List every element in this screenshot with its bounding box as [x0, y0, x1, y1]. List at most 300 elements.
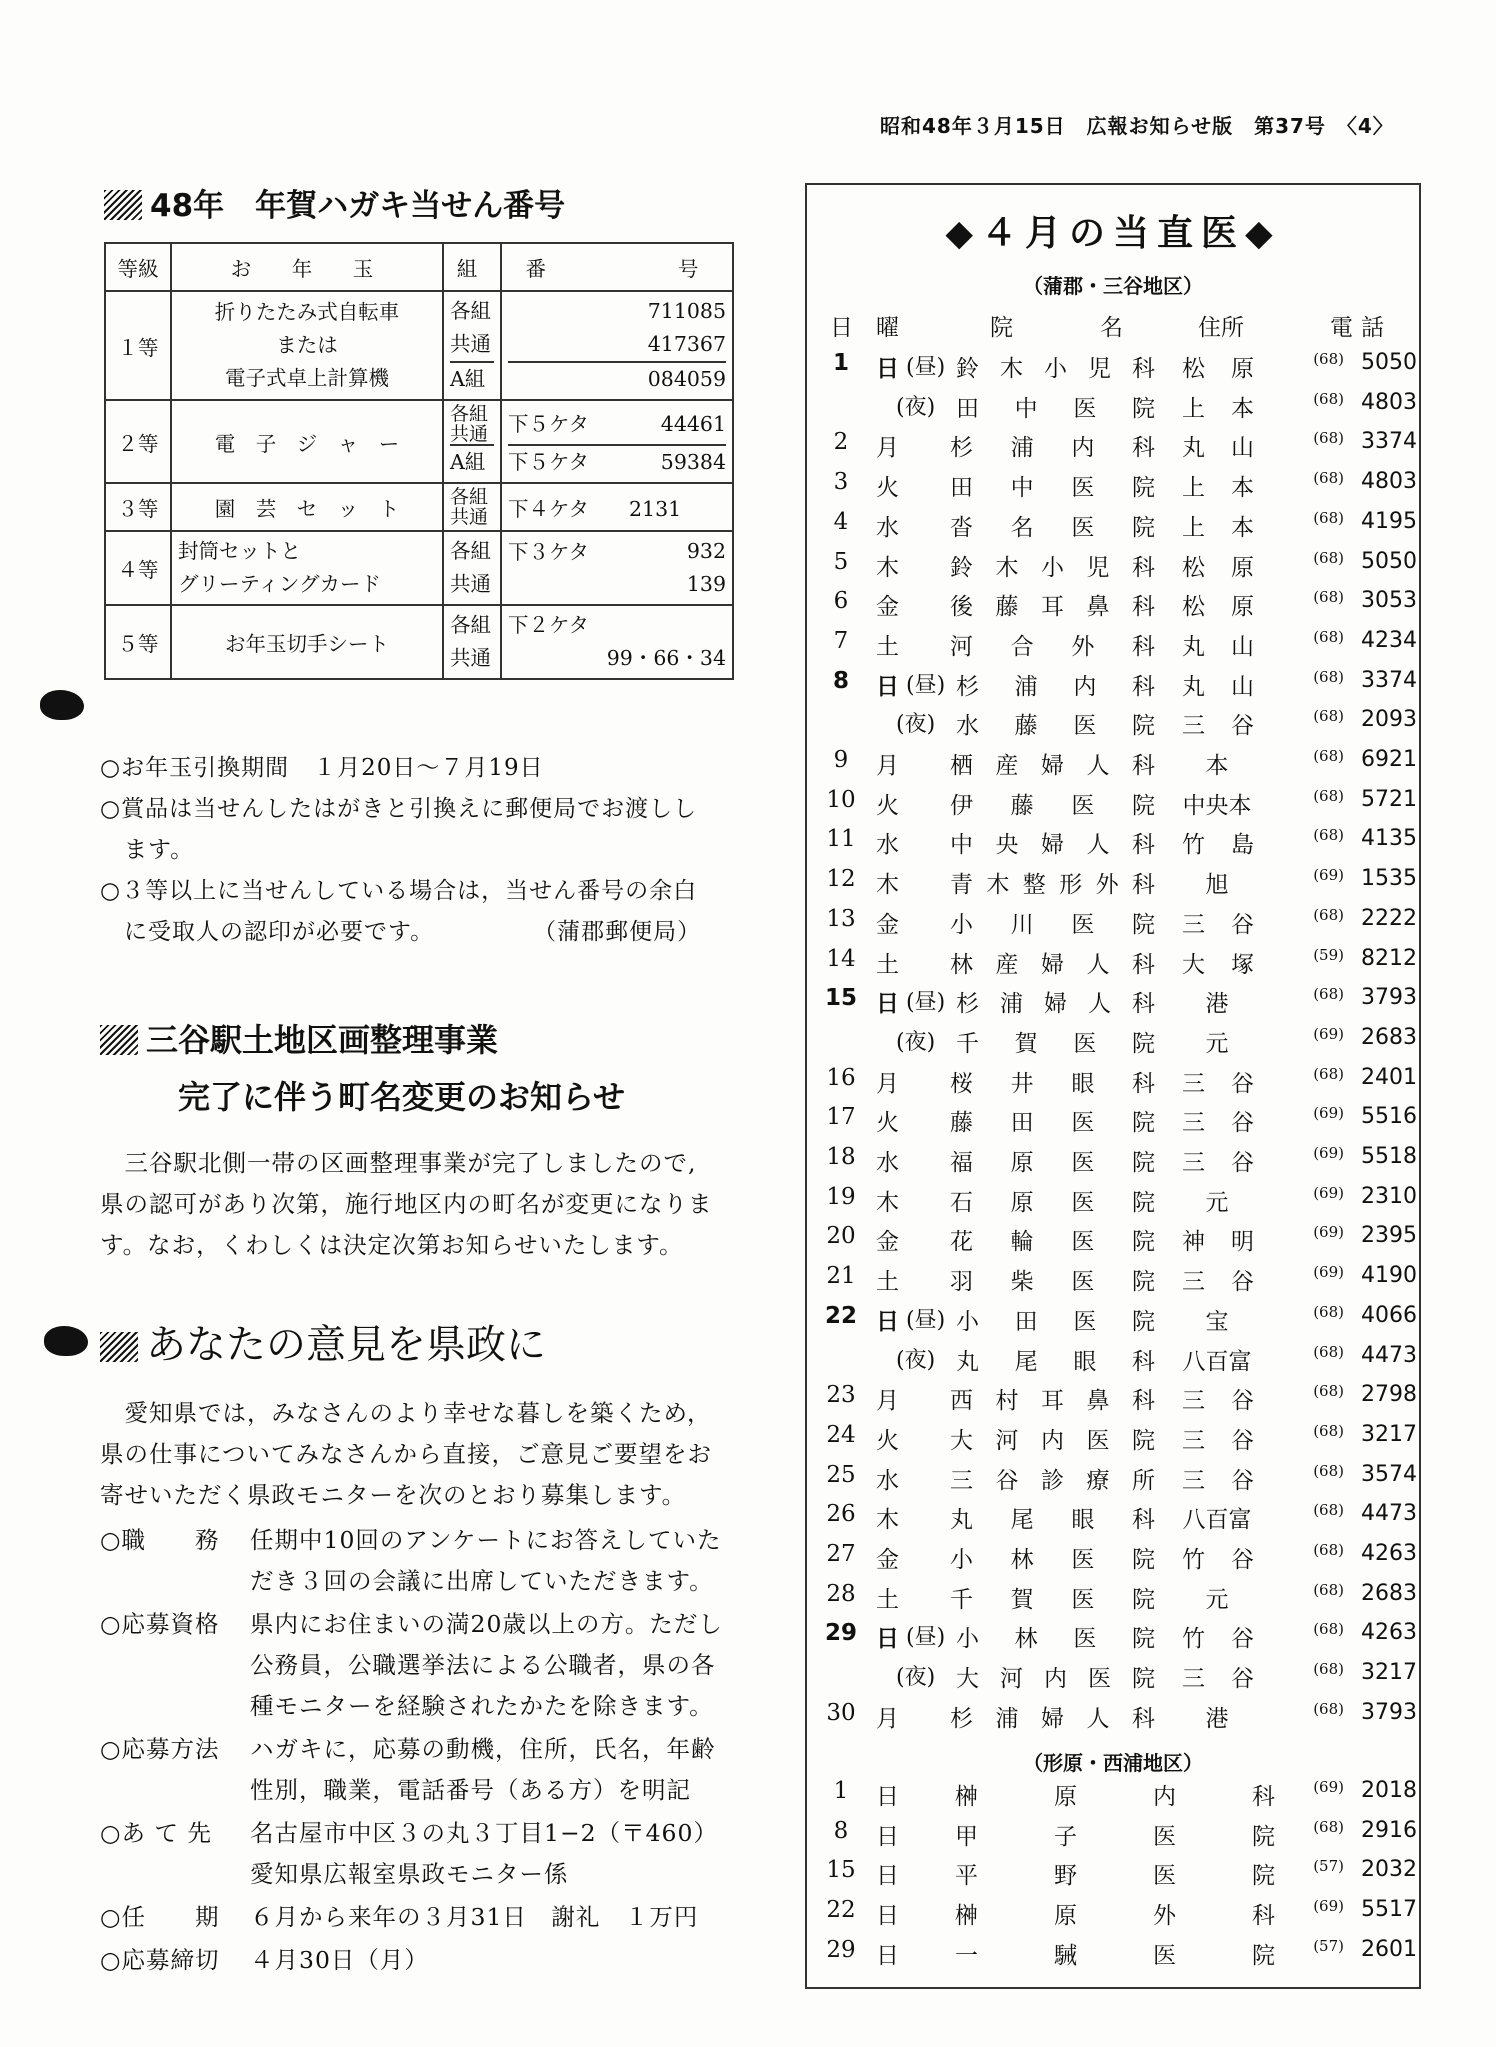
weekday-cell: 月: [876, 435, 899, 462]
table-row: [820, 549, 1416, 587]
lottery-title: [104, 180, 565, 225]
phone-cell: 3053: [1361, 588, 1417, 614]
hatch-icon: [100, 1332, 138, 1362]
clinic-cell: 平野医院: [955, 1863, 1275, 1890]
area-code-cell: (68): [1313, 1620, 1344, 1639]
area-code-cell: (69): [1313, 866, 1344, 885]
shift-cell: (夜): [896, 1347, 936, 1373]
digit-count: 下３ケタ: [508, 540, 589, 564]
column-header: 名: [1100, 315, 1123, 341]
opinion-title: [100, 1313, 546, 1370]
clinic-cell: 大河内医院: [950, 1427, 1155, 1454]
body-line: 県の認可があり次第，施行地区内の町名が変更になりま: [100, 1190, 713, 1218]
area-code-cell: (69): [1313, 1104, 1344, 1123]
body-line: 寄せいただく県政モニターを次のとおり募集します。: [100, 1481, 687, 1509]
item-line: ６月から来年の３月31日 謝礼 １万円: [250, 1903, 699, 1931]
grade-cell: ３等: [105, 483, 171, 531]
digit-count: 下２ケタ: [508, 613, 589, 637]
area-code-cell: (68): [1313, 1699, 1344, 1718]
body-line: 三谷駅北側一帯の区画整理事業が完了しましたので,: [100, 1149, 697, 1177]
digit-count: 下４ケタ: [508, 497, 589, 521]
prize-line: グリーティングカード: [178, 572, 381, 596]
group-line: 各組共通: [450, 403, 489, 445]
address-cell: 三谷: [1182, 911, 1254, 938]
item-line: 公務員，公職選挙法による公職者，県の各: [250, 1651, 716, 1679]
weekday-cell: 金: [876, 1547, 899, 1573]
weekday-cell: 土: [876, 1269, 899, 1296]
note-source: （蒲郡郵便局）: [533, 919, 702, 945]
address-cell: 松原: [1182, 554, 1254, 581]
phone-cell: 4135: [1361, 826, 1417, 852]
item-line: だき３回の会議に出席していただきます。: [250, 1567, 714, 1595]
address-cell: 宝: [1205, 1308, 1229, 1335]
address-cell: 上本: [1182, 395, 1254, 422]
note-text: に受取人の認印が必要です。: [100, 919, 435, 945]
shift-cell: (昼): [906, 1625, 946, 1651]
weekday-cell: 日: [876, 1626, 899, 1653]
table-row: [105, 400, 733, 483]
clinic-cell: 杉浦婦人科: [956, 991, 1155, 1018]
weekday-cell: 日: [876, 1863, 899, 1890]
group-cell: [443, 291, 501, 400]
region-label: （蒲郡・三谷地区）: [1023, 274, 1203, 298]
clinic-cell: 藤田医院: [950, 1110, 1155, 1137]
day-cell: 19: [826, 1183, 856, 1210]
table-header: 組: [443, 243, 501, 291]
clinic-cell: 羽柴医院: [950, 1269, 1155, 1296]
table-row: [820, 1184, 1416, 1222]
digit-count: 下５ケタ: [508, 412, 589, 436]
phone-cell: 3217: [1361, 1660, 1417, 1686]
group-cell: [443, 531, 501, 605]
weekday-cell: 日: [876, 1942, 899, 1969]
number-cell: [501, 483, 733, 531]
weekday-cell: 金: [876, 1229, 899, 1256]
table-row: [820, 1501, 1416, 1539]
weekday-cell: 火: [876, 475, 899, 502]
address-cell: 竹島: [1182, 832, 1254, 859]
address-cell: 三谷: [1182, 1666, 1254, 1693]
number-line: 711085: [647, 299, 726, 323]
group-line: 各組: [450, 299, 491, 323]
area-code-cell: (68): [1313, 786, 1344, 805]
address-cell: 八百富: [1182, 1348, 1252, 1375]
table-row: [105, 483, 733, 531]
item-body: [250, 1813, 718, 1895]
area-code-cell: (68): [1313, 588, 1344, 607]
clinic-cell: 小林医院: [956, 1626, 1155, 1653]
weekday-cell: 月: [876, 1070, 899, 1097]
weekday-cell: 水: [876, 832, 899, 859]
area-code-cell: (68): [1313, 747, 1344, 765]
address-cell: 港: [1205, 1705, 1229, 1732]
digit-count: 下５ケタ: [508, 450, 589, 474]
area-code-cell: (57): [1313, 1857, 1344, 1876]
table-header: 番 号: [501, 243, 733, 291]
column-header: 住所: [1198, 315, 1244, 341]
grade-cell: ５等: [105, 605, 171, 679]
table-row: [820, 1620, 1416, 1658]
address-cell: 旭: [1205, 872, 1229, 899]
number-value: 59384: [660, 450, 726, 474]
clinic-cell: 林産婦人科: [950, 951, 1155, 978]
item-label: ○応募資格: [100, 1610, 220, 1638]
clinic-cell: 後藤耳鼻科: [950, 594, 1155, 621]
area-code-cell: (68): [1313, 429, 1344, 448]
address-cell: 三谷: [1182, 1427, 1254, 1454]
weekday-cell: 日: [876, 1903, 899, 1930]
day-cell: 22: [824, 1302, 857, 1329]
table-row: [820, 1025, 1416, 1063]
item-label: ○応募方法: [100, 1735, 220, 1763]
address-cell: 三谷: [1182, 1467, 1254, 1494]
address-cell: 丸山: [1182, 673, 1254, 700]
weekday-cell: 木: [876, 554, 899, 581]
area-code-cell: (68): [1313, 1064, 1344, 1083]
clinic-cell: 桜井眼科: [950, 1070, 1155, 1097]
weekday-cell: 土: [876, 1586, 899, 1613]
phone-cell: 2401: [1361, 1064, 1417, 1090]
phone-cell: 5050: [1361, 350, 1417, 375]
number-cell: [501, 531, 733, 605]
address-cell: 八百富: [1182, 1507, 1252, 1534]
day-cell: 1: [833, 1778, 849, 1804]
number-cell: [501, 400, 733, 483]
day-cell: 21: [826, 1263, 856, 1290]
item-body: [250, 1940, 429, 1981]
shift-cell: (昼): [906, 990, 946, 1016]
area-code-cell: (68): [1313, 1541, 1344, 1559]
clinic-cell: 花輪医院: [950, 1229, 1155, 1256]
address-cell: 丸山: [1182, 633, 1254, 660]
number-line: [508, 444, 726, 479]
day-cell: 20: [826, 1223, 856, 1250]
clinic-cell: 河合外科: [950, 633, 1155, 660]
address-cell: 丸山: [1182, 435, 1254, 462]
note-line: ます。: [100, 837, 195, 863]
weekday-cell: 日: [876, 356, 899, 382]
address-cell: 三谷: [1182, 1110, 1254, 1137]
clinic-cell: 青木整形外科: [950, 872, 1155, 899]
table-row: [820, 1462, 1416, 1500]
opinion-items: [100, 1520, 740, 1981]
table-row: [820, 390, 1416, 428]
day-cell: 15: [826, 1857, 856, 1884]
phone-cell: 3374: [1361, 429, 1417, 455]
number-cell: [501, 605, 733, 679]
address-cell: 中央本: [1182, 792, 1252, 819]
table-row: [820, 1818, 1416, 1856]
table-header-row: [105, 243, 733, 291]
address-cell: 松原: [1182, 356, 1254, 382]
group-line: 共通: [450, 572, 491, 596]
clinic-cell: 鈴木小児科: [950, 554, 1155, 581]
phone-cell: 2395: [1361, 1223, 1417, 1249]
item-line: 性別，職業，電話番号（ある方）を明記: [250, 1776, 691, 1804]
prize-line: または: [276, 333, 338, 357]
table-row: [820, 1937, 1416, 1975]
hatch-icon: [100, 1025, 138, 1055]
area-code-cell: (69): [1313, 1183, 1344, 1202]
clinic-cell: 石原医院: [950, 1189, 1155, 1216]
table-row: [820, 946, 1416, 984]
weekday-cell: 火: [876, 1427, 899, 1454]
phone-cell: 2916: [1361, 1817, 1417, 1843]
phone-cell: 4066: [1361, 1302, 1417, 1328]
phone-cell: 4803: [1361, 389, 1417, 415]
shift-cell: (昼): [906, 355, 946, 380]
clinic-cell: 榊原外科: [955, 1903, 1275, 1930]
clinic-cell: 中央婦人科: [950, 832, 1155, 859]
weekday-cell: 月: [876, 753, 899, 779]
area-code-cell: (68): [1313, 707, 1344, 726]
page-header: 昭和48年３月15日 広報お知らせ版 第37号 〈4〉: [880, 114, 1394, 138]
day-cell: 23: [826, 1382, 856, 1409]
weekday-cell: 木: [876, 1507, 899, 1534]
table-row: [105, 291, 733, 400]
clinic-cell: 杉浦婦人科: [950, 1705, 1155, 1732]
weekday-cell: 木: [876, 872, 899, 899]
area-code-cell: (68): [1313, 1382, 1344, 1401]
column-header: 日: [830, 315, 853, 341]
table-row: [820, 1660, 1416, 1698]
area-code-cell: (68): [1313, 985, 1344, 1004]
table-row: [820, 1857, 1416, 1895]
weekday-cell: 月: [876, 1705, 899, 1732]
area-code-cell: (68): [1313, 469, 1344, 488]
table-row: [820, 1144, 1416, 1182]
phone-cell: 2222: [1361, 905, 1417, 931]
weekday-cell: 日: [876, 1823, 899, 1850]
shift-cell: (昼): [906, 672, 946, 698]
area-code-cell: (68): [1313, 627, 1344, 646]
address-cell: 三谷: [1182, 1070, 1254, 1097]
weekday-cell: 日: [876, 673, 899, 700]
item-line: 任期中10回のアンケートにお答えしていた: [250, 1526, 722, 1554]
group-line: A組: [450, 361, 494, 396]
table-row: [105, 531, 733, 605]
group-line: 共通: [450, 646, 491, 670]
note-line: ○賞品は当せんしたはがきと引換えに郵便局でお渡しし: [100, 796, 698, 822]
area-code-cell: (68): [1313, 508, 1344, 527]
body-line: す。なお，くわしくは決定次第お知らせいたします。: [100, 1231, 684, 1259]
table-row: [820, 707, 1416, 745]
item-body: [250, 1729, 716, 1811]
clinic-cell: 水藤医院: [956, 713, 1155, 740]
grade-cell: １等: [105, 291, 171, 400]
table-row: [820, 1897, 1416, 1935]
day-cell: 15: [824, 985, 857, 1012]
shift-cell: (昼): [906, 1307, 946, 1333]
prize-line: 電子式卓上計算機: [225, 366, 389, 390]
area-code-cell: (68): [1313, 905, 1344, 924]
weekday-cell: 日: [876, 991, 899, 1018]
phone-cell: 6921: [1361, 747, 1417, 772]
phone-cell: 4190: [1361, 1263, 1417, 1289]
clinic-cell: 三谷診療所: [950, 1467, 1155, 1494]
address-cell: 大塚: [1182, 951, 1254, 978]
table-header: 等級: [105, 243, 171, 291]
item-line: 愛知県広報室県政モニター係: [250, 1860, 569, 1888]
phone-cell: 2601: [1361, 1936, 1417, 1962]
address-cell: 上本: [1182, 514, 1254, 541]
address-cell: 上本: [1182, 475, 1254, 502]
weekday-cell: 水: [876, 514, 899, 541]
weekday-cell: 日: [876, 1308, 899, 1335]
hatch-icon: [104, 190, 142, 220]
clinic-cell: 千賀医院: [956, 1030, 1155, 1057]
area-code-cell: (68): [1313, 548, 1344, 567]
opinion-item: [100, 1520, 740, 1602]
address-cell: 三谷: [1182, 1150, 1254, 1176]
phone-cell: 4473: [1361, 1342, 1417, 1368]
mitani-title: [100, 1015, 498, 1061]
column-header: 電話: [1330, 315, 1392, 341]
number-line: 417367: [647, 332, 726, 356]
phone-cell: 3793: [1361, 985, 1417, 1011]
area-code-cell: (68): [1313, 1660, 1344, 1679]
day-cell: 2: [833, 429, 849, 456]
area-code-cell: (69): [1313, 1778, 1344, 1796]
day-cell: 22: [826, 1897, 856, 1924]
region-label: （形原・西浦地区）: [1023, 1751, 1203, 1775]
table-row: [820, 747, 1416, 785]
day-cell: 16: [826, 1064, 856, 1091]
phone-cell: 5517: [1361, 1897, 1417, 1923]
phone-cell: 3574: [1361, 1461, 1417, 1487]
clinic-cell: 千賀医院: [950, 1586, 1155, 1613]
day-cell: 17: [826, 1104, 856, 1131]
opinion-item: [100, 1940, 740, 1981]
prize-cell: [171, 531, 443, 605]
area-code-cell: (68): [1313, 667, 1344, 686]
column-header: 曜: [876, 315, 899, 341]
phone-cell: 2798: [1361, 1382, 1417, 1408]
day-cell: 1: [832, 350, 849, 376]
table-row: [820, 1223, 1416, 1261]
phone-cell: 5721: [1361, 786, 1417, 812]
day-cell: 18: [826, 1144, 856, 1170]
table-row: [820, 628, 1416, 666]
note-line: ○お年玉引換期間 １月20日〜７月19日: [100, 755, 544, 781]
weekday-cell: 水: [876, 1467, 899, 1494]
table-row: [820, 826, 1416, 864]
phone-cell: 4263: [1361, 1541, 1417, 1566]
weekday-cell: 金: [876, 594, 899, 621]
item-label: ○任 期: [100, 1903, 220, 1931]
table-row: [820, 985, 1416, 1023]
table-row: [820, 1581, 1416, 1619]
day-cell: 8: [833, 1817, 849, 1844]
address-cell: 三谷: [1182, 713, 1254, 740]
clinic-cell: 小田医院: [956, 1308, 1155, 1335]
table-row: [820, 668, 1416, 706]
number-group: [687, 535, 726, 601]
table-row: [820, 1541, 1416, 1579]
item-body: [250, 1604, 723, 1727]
table-row: [820, 1065, 1416, 1103]
phone-cell: 5518: [1361, 1144, 1417, 1169]
number-line: 084059: [508, 361, 726, 396]
clinic-cell: 杉浦内科: [950, 435, 1155, 462]
address-cell: 元: [1205, 1189, 1229, 1216]
area-code-cell: (69): [1313, 1263, 1344, 1282]
weekday-cell: 土: [876, 633, 899, 660]
clinic-cell: 榊原内科: [955, 1784, 1275, 1810]
prize-cell: 園 芸 セ ッ ト: [171, 483, 443, 531]
note-line: ○３等以上に当せんしている場合は，当せん番号の余白: [100, 878, 698, 904]
group-cell: [443, 400, 501, 483]
item-line: 名古屋市中区３の丸３丁目1−2（〒460）: [250, 1819, 718, 1847]
address-cell: 松原: [1182, 594, 1254, 621]
weekday-cell: 金: [876, 911, 899, 938]
phone-cell: 2683: [1361, 1580, 1417, 1606]
item-line: ４月30日（月）: [250, 1946, 429, 1974]
phone-cell: 1535: [1361, 866, 1417, 892]
table-row: [820, 1422, 1416, 1460]
clinic-cell: 大河内医院: [956, 1666, 1155, 1693]
phone-cell: 8212: [1361, 945, 1417, 971]
area-code-cell: (68): [1313, 389, 1344, 408]
day-cell: 5: [833, 548, 849, 575]
day-cell: 6: [833, 588, 849, 615]
number-line: 139: [686, 572, 726, 596]
item-line: ハガキに，応募の動機，住所，氏名，年齢: [250, 1735, 716, 1763]
area-code-cell: (68): [1313, 1342, 1344, 1361]
weekday-cell: 日: [876, 1784, 899, 1810]
weekday-cell: 月: [876, 1388, 899, 1415]
item-line: 県内にお住まいの満20歳以上の方。ただし: [250, 1610, 723, 1638]
day-cell: 4: [833, 508, 849, 535]
day-cell: 9: [833, 747, 849, 773]
prize-cell: 電 子 ジ ャ ー: [171, 400, 443, 483]
area-code-cell: (68): [1313, 350, 1344, 368]
phone-cell: 4473: [1361, 1501, 1417, 1527]
opinion-title-text: あなたの意見を県政に: [146, 1322, 546, 1368]
phone-cell: 2683: [1361, 1024, 1417, 1050]
area-code-cell: (68): [1313, 1461, 1344, 1480]
item-label: ○あ て 先: [100, 1819, 212, 1847]
area-code-cell: (68): [1313, 1302, 1344, 1321]
clinic-cell: 小林医院: [950, 1547, 1155, 1573]
opinion-item: [100, 1897, 740, 1938]
clinic-cell: 丸尾眼科: [956, 1348, 1155, 1375]
number-line: 932: [686, 539, 726, 563]
phone-cell: 2310: [1361, 1183, 1417, 1209]
table-row: [820, 866, 1416, 904]
area-code-cell: (68): [1313, 1580, 1344, 1599]
clinic-cell: 甲子医院: [955, 1823, 1275, 1850]
table-row: [820, 787, 1416, 825]
address-cell: 竹谷: [1182, 1626, 1254, 1653]
day-cell: 11: [826, 826, 856, 853]
clinic-cell: 西村耳鼻科: [950, 1388, 1155, 1415]
area-code-cell: (68): [1313, 826, 1344, 845]
table-row: [105, 605, 733, 679]
area-code-cell: (68): [1313, 1421, 1344, 1440]
lottery-title-text: 48年 年賀ハガキ当せん番号: [150, 188, 566, 224]
area-code-cell: (68): [1313, 1501, 1344, 1520]
punch-hole-mark: [44, 1326, 88, 1356]
table-row: [820, 1263, 1416, 1301]
phone-cell: 4263: [1361, 1620, 1417, 1646]
item-label: ○職 務: [100, 1526, 220, 1554]
table-row: [820, 1778, 1416, 1816]
clinic-cell: 沓名医院: [950, 514, 1155, 541]
table-row: [820, 906, 1416, 944]
phone-cell: 2093: [1361, 707, 1417, 733]
clinic-cell: 杉浦内科: [956, 673, 1155, 700]
